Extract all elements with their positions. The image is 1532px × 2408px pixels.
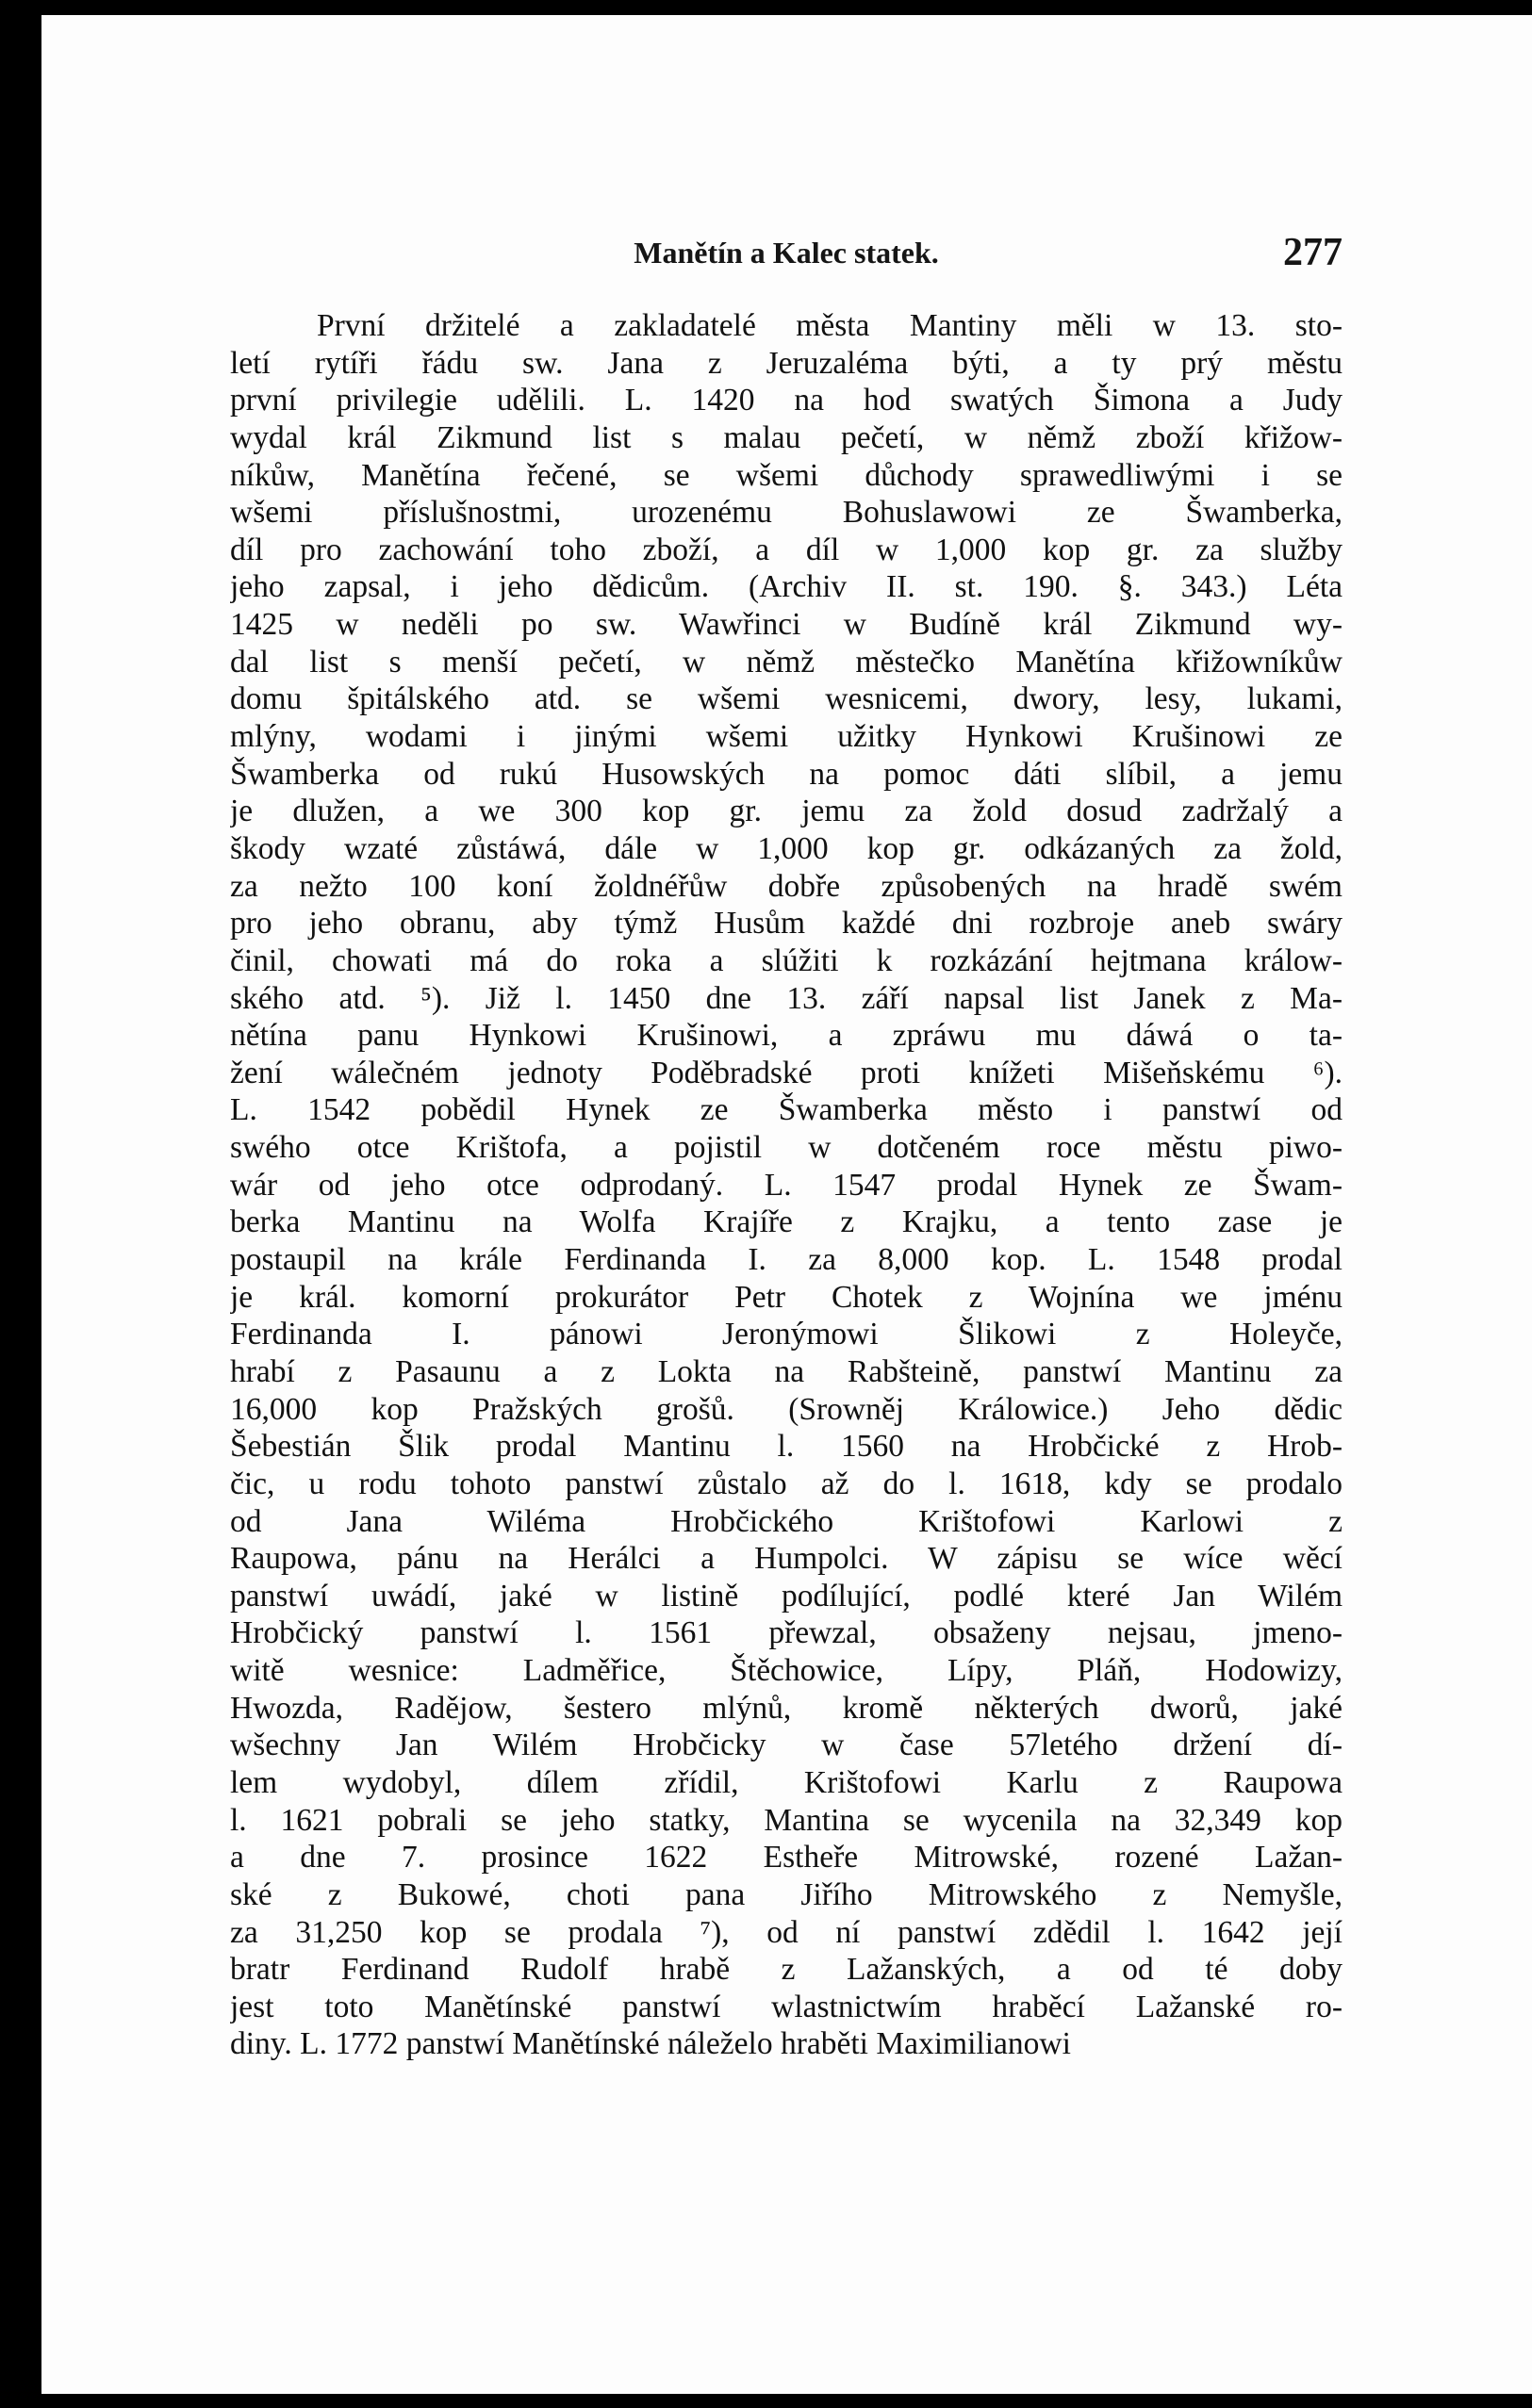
text-line: činil, chowati má do roka a slúžiti k rozkázání hejtmana králow- (230, 942, 1343, 978)
text-line: Hwozda, Radějow, šestero mlýnů, kromě některých dworů, jaké (230, 1690, 1343, 1726)
text-line: bratr Ferdinand Rudolf hrabě z Lažanských, a od té doby (230, 1952, 1343, 1988)
text-line: pro jeho obranu, aby týmž Husům každé dni rozbroje aneb swáry (230, 906, 1343, 942)
text-line: ské z Bukowé, choti pana Jiřího Mitrowského z Nemyšle, (230, 1876, 1343, 1912)
running-head (230, 230, 1343, 287)
text-line: panstwí uwádí, jaké w listině podílující, podlé které Jan Wilém (230, 1578, 1343, 1614)
text-line: domu špitálského atd. se wšemi wesnicemi, dwory, lesy, lukami, (230, 681, 1343, 717)
text-line: díl pro zachowání toho zboží, a díl w 1,000 kop gr. za služby (230, 532, 1343, 567)
body-text (230, 307, 1343, 2063)
text-line: ského atd. ⁵). Již l. 1450 dne 13. září napsal list Janek z Ma- (230, 980, 1343, 1016)
text-line: a dne 7. prosince 1622 Estheře Mitrowské, rozené Lažan- (230, 1840, 1343, 1876)
text-line: škody wzaté zůstáwá, dále w 1,000 kop gr. odkázaných za žold, (230, 830, 1343, 866)
text-line: swého otce Krištofa, a pojistil w dotčeném roce městu piwo- (230, 1130, 1343, 1166)
page-number: 277 (1283, 231, 1343, 274)
text-line: nětína panu Hynkowi Krušinowi, a zpráwu mu dáwá o ta- (230, 1018, 1343, 1054)
text-line: l. 1621 pobrali se jeho statky, Mantina se wycenila na 32,349 kop (230, 1802, 1343, 1838)
text-line: wšechny Jan Wilém Hrobčicky w čase 57letého držení dí- (230, 1728, 1343, 1763)
text-line: žení wálečném jednoty Poděbradské proti knížeti Mišeňskému ⁶). (230, 1055, 1343, 1090)
text-line: 16,000 kop Pražských grošů. (Srowněj Králowice.) Jeho dědic (230, 1391, 1343, 1427)
text-line: berka Mantinu na Wolfa Krajíře z Krajku, a tento zase je (230, 1204, 1343, 1240)
text-line: mlýny, wodami i jinými wšemi užitky Hynkowi Krušinowi ze (230, 719, 1343, 755)
running-head-title: Manětín a Kalec statek. (634, 236, 939, 270)
text-line: hrabí z Pasaunu a z Lokta na Rabšteině, panstwí Mantinu za (230, 1353, 1343, 1389)
book-page (41, 15, 1532, 2394)
text-line: diny. L. 1772 panstwí Manětínské náleželo hraběti Maximilianowi (230, 2026, 1071, 2062)
text-line: za nežto 100 koní žoldnéřůw dobře způsobených na hradě swém (230, 868, 1343, 904)
text-line: witě wesnice: Ladměřice, Štěchowice, Lípy, Pláň, Hodowizy, (230, 1653, 1343, 1689)
text-line: lem wydobyl, dílem zřídil, Krištofowi Karlu z Raupowa (230, 1764, 1343, 1800)
text-line: Ferdinanda I. pánowi Jeronýmowi Šlikowi z Holeyče, (230, 1317, 1343, 1352)
text-line: wár od jeho otce odprodaný. L. 1547 prodal Hynek ze Šwam- (230, 1167, 1343, 1203)
text-line: L. 1542 pobědil Hynek ze Šwamberka město i panstwí od (230, 1092, 1343, 1128)
text-line: dal list s menší pečetí, w němž městečko Manětína křižowníkůw (230, 644, 1343, 680)
text-line: Raupowa, pánu na Herálci a Humpolci. W zápisu se wíce wěcí (230, 1541, 1343, 1577)
text-line: letí rytíři řádu sw. Jana z Jeruzaléma býti, a ty prý městu (230, 345, 1343, 381)
text-line: jest toto Manětínské panstwí wlastnictwím hraběcí Lažanské ro- (230, 1989, 1343, 2024)
text-line: je král. komorní prokurátor Petr Chotek z Wojnína we jménu (230, 1279, 1343, 1315)
text-line: od Jana Wiléma Hrobčického Krištofowi Karlowi z (230, 1503, 1343, 1539)
text-line: Hrobčický panstwí l. 1561 přewzal, obsaženy nejsau, jmeno- (230, 1615, 1343, 1651)
text-line: 1425 w neděli po sw. Wawřinci w Budíně král Zikmund wy- (230, 607, 1343, 643)
text-line: za 31,250 kop se prodala ⁷), od ní panstwí zdědil l. 1642 její (230, 1914, 1343, 1950)
text-line: wšemi příslušnostmi, urozenému Bohuslawowi ze Šwamberka, (230, 495, 1343, 531)
text-line: postaupil na krále Ferdinanda I. za 8,000 kop. L. 1548 prodal (230, 1242, 1343, 1278)
text-line: první privilegie udělili. L. 1420 na hod swatých Šimona a Judy (230, 383, 1343, 418)
text-line: Šwamberka od rukú Husowských na pomoc dáti slíbil, a jemu (230, 756, 1343, 792)
text-line: První držitelé a zakladatelé města Mantiny měli w 13. sto- (317, 308, 1343, 343)
text-line: níkůw, Manětína řečené, se wšemi důchody sprawedliwými i se (230, 457, 1343, 493)
text-line: čic, u rodu tohoto panstwí zůstalo až do l. 1618, kdy se prodalo (230, 1466, 1343, 1501)
text-line: jeho zapsal, i jeho dědicům. (Archiv II. st. 190. §. 343.) Léta (230, 569, 1343, 605)
text-line: je dlužen, a we 300 kop gr. jemu za žold dosud zadržalý a (230, 794, 1343, 829)
text-line: wydal král Zikmund list s malau pečetí, w němž zboží křižow- (230, 419, 1343, 455)
text-line: Šebestián Šlik prodal Mantinu l. 1560 na Hrobčické z Hrob- (230, 1429, 1343, 1465)
